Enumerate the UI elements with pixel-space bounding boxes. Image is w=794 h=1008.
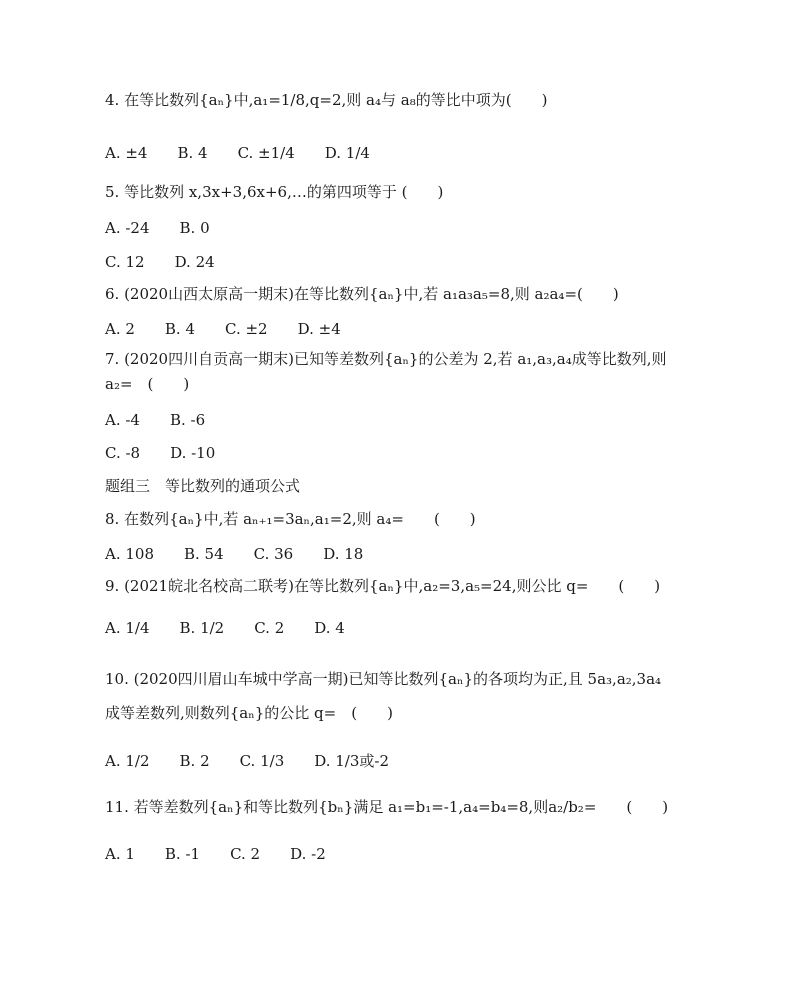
question-4-stem: 4. 在等比数列{aₙ}中,a₁=1/8,q=2,则 a₄与 a₈的等比中项为( ) [105,91,548,109]
question-5-options-1: A. -24 B. 0 [105,219,210,237]
question-7-stem-2: a₂= ( ) [105,375,190,393]
question-7-options-2: C. -8 D. -10 [105,444,216,462]
question-11-options: A. 1 B. -1 C. 2 D. -2 [105,845,326,863]
question-7-options-1: A. -4 B. -6 [105,411,206,429]
question-5-stem: 5. 等比数列 x,3x+3,6x+6,…的第四项等于 ( ) [105,183,444,201]
question-4-options: A. ±4 B. 4 C. ±1/4 D. 1/4 [105,144,370,162]
question-10-stem-1: 10. (2020四川眉山车城中学高一期)已知等比数列{aₙ}的各项均为正,且 5a₃,a₂,3a₄ [105,670,662,688]
section-heading: 题组三 等比数列的通项公式 [105,477,301,495]
question-5-options-2: C. 12 D. 24 [105,253,215,271]
question-9-stem: 9. (2021皖北名校高二联考)在等比数列{aₙ}中,a₂=3,a₅=24,则公比 q= ( ) [105,577,661,595]
question-6-stem: 6. (2020山西太原高一期末)在等比数列{aₙ}中,若 a₁a₃a₅=8,则 a₂a₄=( ) [105,285,619,303]
question-7-stem-1: 7. (2020四川自贡高一期末)已知等差数列{aₙ}的公差为 2,若 a₁,a₃,a₄成等比数列,则 [105,350,667,368]
question-6-options: A. 2 B. 4 C. ±2 D. ±4 [105,320,341,338]
question-10-stem-2: 成等差数列,则数列{aₙ}的公比 q= ( ) [105,704,393,722]
question-9-options: A. 1/4 B. 1/2 C. 2 D. 4 [105,619,345,637]
question-10-options: A. 1/2 B. 2 C. 1/3 D. 1/3或-2 [105,752,390,770]
question-8-options: A. 108 B. 54 C. 36 D. 18 [105,545,364,563]
question-11-stem: 11. 若等差数列{aₙ}和等比数列{bₙ}满足 a₁=b₁=-1,a₄=b₄=8,则a₂/b₂= ( ) [105,798,669,816]
question-8-stem: 8. 在数列{aₙ}中,若 aₙ₊₁=3aₙ,a₁=2,则 a₄= ( ) [105,510,476,528]
